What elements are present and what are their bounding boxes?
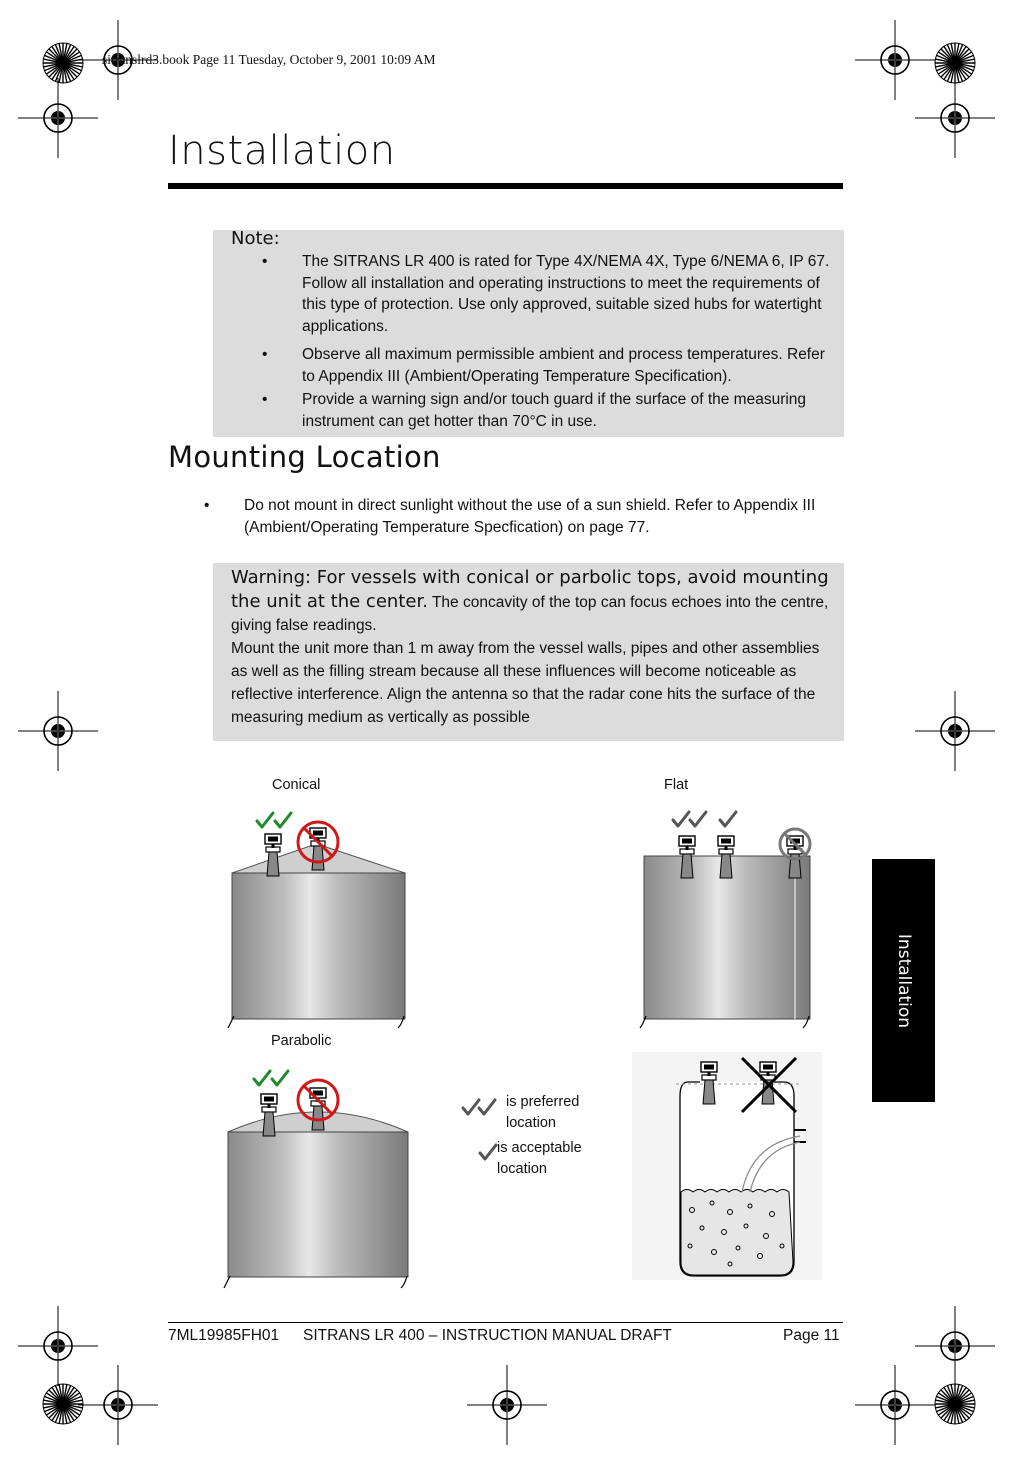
page-title: Installation [168,128,396,174]
legend-checks [463,1100,496,1159]
note-bullet: • Observe all maximum permissible ambient and process temperatures. Refer to Appendix III (Ambient/Operating Temperature Specification). [262,346,825,385]
flat-label: Flat [664,777,689,793]
flat-tank [640,812,810,1028]
warning-text-2: Mount the unit more than 1 m away from the vessel walls, pipes and other assemblies as well as the filling stream because all these influences will become noticeable as reflective interference. Align the antenna so that the radar cone hits the surface of the measuring medium as vertically as possible [231,640,820,726]
footer-manual-title: SITRANS LR 400 – INSTRUCTION MANUAL DRAFT [303,1327,672,1344]
legend-acceptable-label: is acceptable location [497,1140,582,1177]
legend-preferred-label: is preferred location [506,1094,580,1131]
parabolic-tank [224,1071,408,1288]
parabolic-label: Parabolic [271,1033,332,1049]
note-title: Note: [231,228,280,249]
footer-doc-id: 7ML19985FH01 [168,1327,280,1344]
note-bullet: • The SITRANS LR 400 is rated for Type 4X/NEMA 4X, Type 6/NEMA 6, IP 67. Follow all installation and operating instructions to meet the requirements of this type of protection. Use only approved, suitable sized hubs for watertight applications. [262,253,830,335]
book-header: sitranslrd3.book Page 11 Tuesday, October 9, 2001 10:09 AM [102,52,436,67]
conical-tank [228,813,405,1028]
side-tab: Installation [872,859,935,1102]
vessel-illustration [632,1052,822,1280]
section-title: Mounting Location [168,440,441,474]
footer-rule [168,1322,843,1323]
mount-bullet: • Do not mount in direct sunlight without the use of a sun shield. Refer to Appendix III (Ambient/Operating Temperature Specfication) on page 77. [204,497,816,536]
warning-text-1: The concavity of the top can focus echoes into the centre, giving false readings. [231,594,829,634]
warning-title: Warning: For vessels with conical or parbolic tops, avoid mounting the unit at the center. [231,567,829,612]
note-bullet: • Provide a warning sign and/or touch guard if the surface of the measuring instrument can get hotter than 70°C in use. [262,391,807,430]
footer-page-number: Page 11 [783,1327,840,1344]
conical-label: Conical [272,777,321,793]
